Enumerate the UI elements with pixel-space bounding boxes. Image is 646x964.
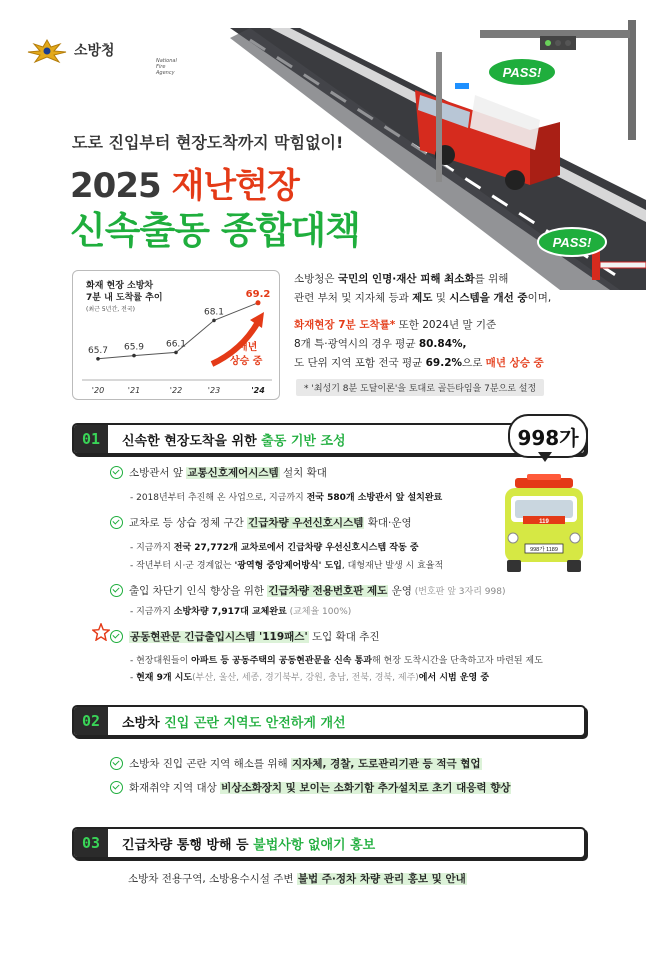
- chart-annotation-2: 상승 중: [230, 356, 263, 367]
- check-circle-icon: [110, 466, 123, 479]
- chart-subtitle: (최근 5년간, 전국): [86, 306, 135, 313]
- chart-tick-label: '23: [207, 386, 221, 395]
- chart-value-label: 69.2: [245, 288, 271, 300]
- hero-tagline: 도로 진입부터 현장도착까지 막힘없이!: [72, 133, 344, 152]
- chart-value-label: 65.7: [87, 345, 109, 356]
- chart-value-label: 68.1: [203, 307, 225, 318]
- speech-bubble-tail: [538, 452, 552, 462]
- section-3-title: 긴급차량 통행 방해 등 불법사항 없애기 홍보: [122, 837, 376, 853]
- chart-title-line1: 화재 현장 소방차: [86, 281, 154, 291]
- ambulance-illustration: [497, 470, 591, 576]
- s2-item-2: 화재취약 지역 대상 비상소화장치 및 보이는 소화기함 추가설치로 초기 대응력 향상: [110, 780, 511, 795]
- chart-tick-label: '24: [251, 386, 265, 395]
- chart-value-label: 65.9: [123, 342, 145, 353]
- svg-text:PASS!: PASS!: [552, 235, 592, 250]
- intro-text: 소방청은 국민의 인명·재산 피해 최소화를 위해 관련 부처 및 지자체 등과 제도 및 시스템을 개선 중이며, 화재현장 7분 도착률* 또한 2024년 말 기준 8개 특·광역시의 경우 평균 80.84%, 도 단위 지역 포함 전국 평균 69.2%으로 매년 상승 중: [294, 273, 552, 369]
- fire-agency-emblem-icon: [26, 38, 68, 64]
- section-3-header: [72, 827, 586, 859]
- footnote: * '최성기 8분 도달이론'을 토대로 골든타임을 7분으로 설정: [296, 379, 544, 396]
- svg-text:PASS!: PASS!: [502, 65, 542, 80]
- chart-tick-label: '20: [91, 386, 105, 395]
- chart-annotation-1: 매년: [238, 342, 258, 353]
- chart-point: [174, 351, 178, 355]
- s3-body: 소방차 전용구역, 소방용수시설 주변 불법 주·정차 차량 관리 홍보 및 안내: [128, 873, 466, 885]
- s1-item-3: 출입 차단기 인식 향상을 위한 긴급차량 전용번호판 제도 운영 (번호판 앞 3자리 998): [110, 583, 505, 598]
- section-2-title: 소방차 진입 곤란 지역도 안전하게 개선: [122, 715, 346, 731]
- s1-item-4: 공동현관문 긴급출입시스템 '119패스' 도입 확대 추진: [110, 629, 380, 644]
- s1-item-2-detail-1: - 지금까지 전국 27,772개 교차로에서 긴급차량 우선신호시스템 작동 중: [130, 543, 419, 553]
- check-circle-icon: [110, 781, 123, 794]
- s1-item-1-detail: - 2018년부터 추진해 온 사업으로, 지금까지 전국 580개 소방관서 앞 설치완료: [130, 493, 443, 503]
- section-1-number: 01: [74, 425, 108, 453]
- section-3-number: 03: [74, 829, 108, 857]
- check-circle-icon: [110, 630, 123, 643]
- check-circle-icon: [110, 516, 123, 529]
- section-1-title: 신속한 현장도착을 위한 출동 기반 조성: [122, 433, 346, 449]
- agency-logo: [26, 38, 177, 76]
- s1-item-3-detail: - 지금까지 소방차량 7,917대 교체완료 (교체율 100%): [130, 607, 352, 617]
- pass-bubble-1: [486, 56, 558, 90]
- s2-item-1: 소방차 진입 곤란 지역 해소를 위해 지자체, 경찰, 도로관리기관 등 적극 협업: [110, 756, 482, 771]
- s1-item-2-detail-2: - 작년부터 시·군 경계없는 '광역형 중앙제어방식' 도입, 대형재난 발생 시 효율적: [130, 561, 444, 571]
- star-icon: [92, 623, 110, 641]
- title-red: 재난현장: [171, 166, 299, 206]
- s1-item-4-detail-1: - 현장대원들이 아파트 등 공동주택의 공동현관문을 신속 통과해 현장 도착시간을 단축하고자 마련된 제도: [130, 656, 543, 666]
- hero-title-line2: 신속출동 종합대책: [70, 209, 360, 252]
- chart-point: [132, 354, 136, 358]
- chart-tick-label: '21: [127, 386, 141, 395]
- s1-item-2: 교차로 등 상습 정체 구간 긴급차량 우선신호시스템 확대·운영: [110, 515, 412, 530]
- chart-point: [256, 300, 261, 305]
- s1-item-1: 소방관서 앞 교통신호제어시스템 설치 확대: [110, 465, 327, 480]
- svg-text:119: 119: [539, 519, 549, 525]
- chart-tick-label: '22: [169, 386, 183, 395]
- s1-item-4-detail-2: - 현재 9개 시도(부산, 울산, 세종, 경기북부, 강원, 충남, 전북, 경북, 제주)에서 시범 운영 중: [130, 673, 490, 683]
- ambulance-plate: 998가 1189: [530, 547, 558, 553]
- logo-name: 소방청: [74, 43, 115, 59]
- pass-bubble-2: [536, 226, 608, 260]
- check-circle-icon: [110, 584, 123, 597]
- section-2-number: 02: [74, 707, 108, 735]
- plate-speech-bubble: 998가: [508, 414, 588, 458]
- arrival-rate-chart: [72, 270, 280, 400]
- check-circle-icon: [110, 757, 123, 770]
- chart-title-line2: 7분 내 도착률 추이: [86, 293, 163, 303]
- title-year: 2025: [70, 166, 161, 206]
- chart-value-label: 66.1: [165, 339, 187, 350]
- logo-subtitle: National Fire Agency: [156, 58, 177, 76]
- chart-point: [212, 319, 216, 323]
- section-2-header: [72, 705, 586, 737]
- chart-point: [96, 357, 100, 361]
